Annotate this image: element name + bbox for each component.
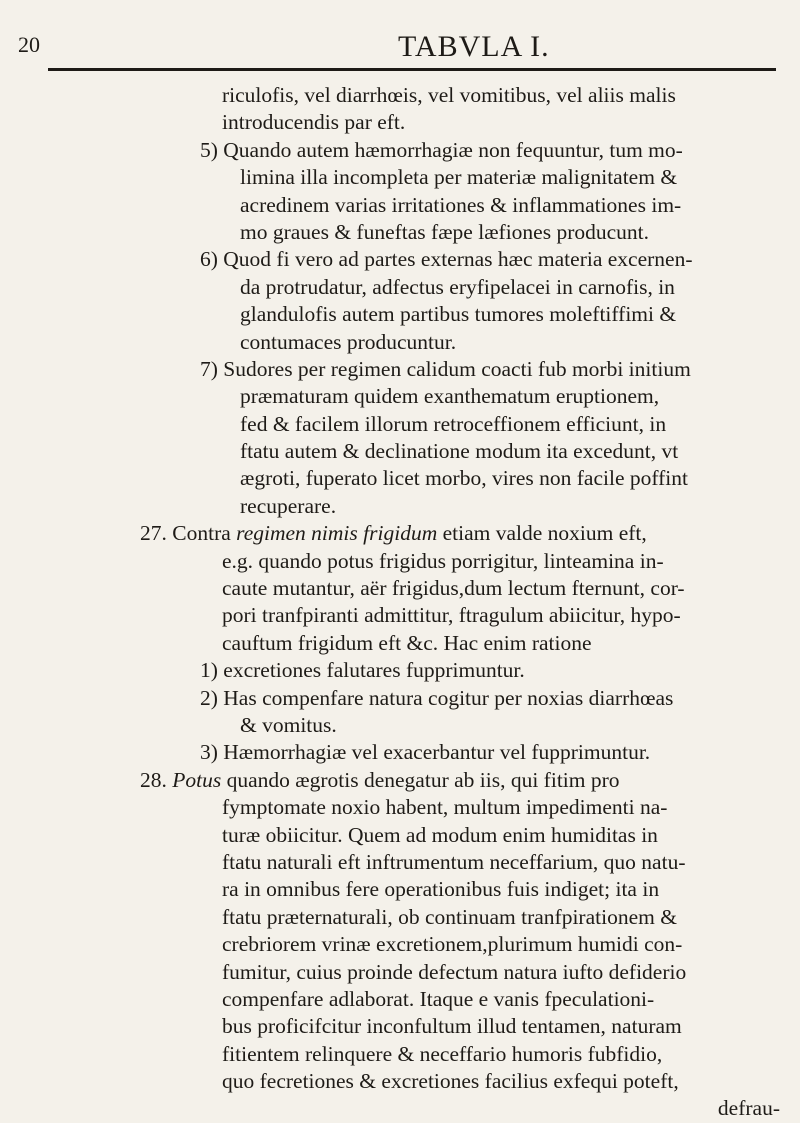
line-text: turæ obiicitur. Quem ad modum enim humiditas in	[222, 822, 658, 847]
line-text: & vomitus.	[240, 712, 337, 737]
text-line	[200, 109, 780, 136]
header-rule	[48, 68, 776, 71]
text-line	[200, 192, 780, 219]
line-italic-text: regimen nimis frigidum	[236, 521, 438, 546]
line-text: pori tranfpiranti admittitur, ftragulum abiicitur, hypo-	[222, 603, 681, 628]
text-line	[200, 383, 780, 410]
text-line	[200, 301, 780, 328]
line-text: contumaces producuntur.	[240, 329, 457, 354]
text-line	[200, 630, 780, 657]
text-line	[200, 685, 780, 712]
line-text-rest: quando ægrotis denegatur ab iis, qui fitim pro	[221, 767, 620, 792]
line-text: 2) Has compenfare natura cogitur per noxias diarrhœas	[200, 685, 674, 710]
line-text: bus proficifcitur inconfultum illud tentamen, naturam	[222, 1014, 682, 1039]
text-line	[200, 931, 780, 958]
text-line	[200, 219, 780, 246]
text-line	[200, 356, 780, 383]
text-line	[200, 1068, 780, 1095]
line-text: ra in omnibus fere operationibus fuis indiget; ita in	[222, 877, 660, 902]
line-text: fumitur, cuius proinde defectum natura iufto defiderio	[222, 959, 687, 984]
text-line	[200, 739, 780, 766]
text-line	[200, 274, 780, 301]
line-text: glandulofis autem partibus tumores moleftiffimi &	[240, 302, 677, 327]
text-line	[200, 575, 780, 602]
line-text: fymptomate noxio habent, multum impedimenti na-	[222, 795, 668, 820]
line-text: 1) excretiones falutares fupprimuntur.	[200, 658, 525, 683]
line-text: 5) Quando autem hæmorrhagiæ non fequuntur, tum mo-	[200, 137, 683, 162]
text-line	[140, 520, 780, 547]
line-text: riculofis, vel diarrhœis, vel vomitibus, vel aliis malis	[222, 83, 676, 107]
body-text	[140, 82, 780, 1123]
text-line	[200, 1041, 780, 1068]
text-line	[200, 602, 780, 629]
page-number: 20	[18, 32, 40, 57]
text-line	[200, 1095, 780, 1122]
line-text: compenfare adlaborat. Itaque e vanis fpeculationi-	[222, 986, 655, 1011]
line-text: 3) Hæmorrhagiæ vel exacerbantur vel fupprimuntur.	[200, 740, 651, 765]
text-line	[200, 548, 780, 575]
line-text: defrau-	[717, 1096, 780, 1121]
line-text: da protrudatur, adfectus eryfipelacei in carnofis, in	[240, 274, 675, 299]
text-line	[200, 493, 780, 520]
line-text: fed & facilem illorum retroceffionem efficiunt, in	[240, 411, 667, 436]
line-text: fitientem relinquere & neceffario humoris fubfidio,	[222, 1041, 663, 1066]
text-line	[200, 465, 780, 492]
line-text: 27. Contra	[140, 521, 237, 546]
text-line	[200, 822, 780, 849]
line-italic-text: Potus	[172, 767, 222, 792]
text-line	[200, 438, 780, 465]
line-text: 28.	[140, 767, 173, 792]
line-text: ftatu naturali eft inftrumentum neceffarium, quo natu-	[222, 849, 686, 874]
line-text: acredinem varias irritationes & inflammationes im-	[240, 192, 682, 217]
line-text: cauftum frigidum eft &c. Hac enim ratione	[222, 630, 592, 655]
text-line	[200, 849, 780, 876]
page-header	[18, 30, 780, 74]
line-text: 7) Sudores per regimen calidum coacti fub morbi initium	[200, 356, 691, 381]
text-line	[140, 767, 780, 794]
line-text: mo graues & funeftas fæpe læfiones producunt.	[240, 219, 650, 244]
text-line	[200, 137, 780, 164]
line-text: præmaturam quidem exanthematum eruptionem,	[240, 384, 660, 409]
text-line	[200, 82, 780, 109]
text-line	[200, 1013, 780, 1040]
line-text: 6) Quod fi vero ad partes externas hæc materia excernen-	[200, 247, 693, 272]
text-line	[200, 329, 780, 356]
line-text: quo fecretiones & excretiones facilius exfequi poteft,	[222, 1069, 679, 1094]
line-text: caute mutantur, aër frigidus,dum lectum fternunt, cor-	[222, 576, 685, 601]
line-text: limina illa incompleta per materiæ malignitatem &	[240, 165, 678, 190]
text-line	[200, 411, 780, 438]
text-line	[200, 246, 780, 273]
text-line	[200, 904, 780, 931]
text-line	[200, 164, 780, 191]
text-line	[200, 986, 780, 1013]
line-text: e.g. quando potus frigidus porrigitur, linteamina in-	[222, 548, 664, 573]
text-line	[200, 712, 780, 739]
line-text: ftatu autem & declinatione modum ita excedunt, vt	[240, 439, 679, 464]
line-text: ftatu præternaturali, ob continuam tranfpirationem &	[222, 904, 677, 929]
line-text-rest: etiam valde noxium eft,	[437, 521, 647, 546]
running-title: TABVLA I.	[398, 30, 550, 63]
text-line	[200, 794, 780, 821]
line-text: recuperare.	[240, 493, 337, 518]
text-line	[200, 657, 780, 684]
line-text: crebriorem vrinæ excretionem,plurimum humidi con-	[222, 932, 683, 957]
line-text: introducendis par eft.	[222, 110, 406, 135]
text-line	[200, 876, 780, 903]
line-text: ægroti, fuperato licet morbo, vires non facile poffint	[240, 466, 688, 491]
text-line	[200, 959, 780, 986]
